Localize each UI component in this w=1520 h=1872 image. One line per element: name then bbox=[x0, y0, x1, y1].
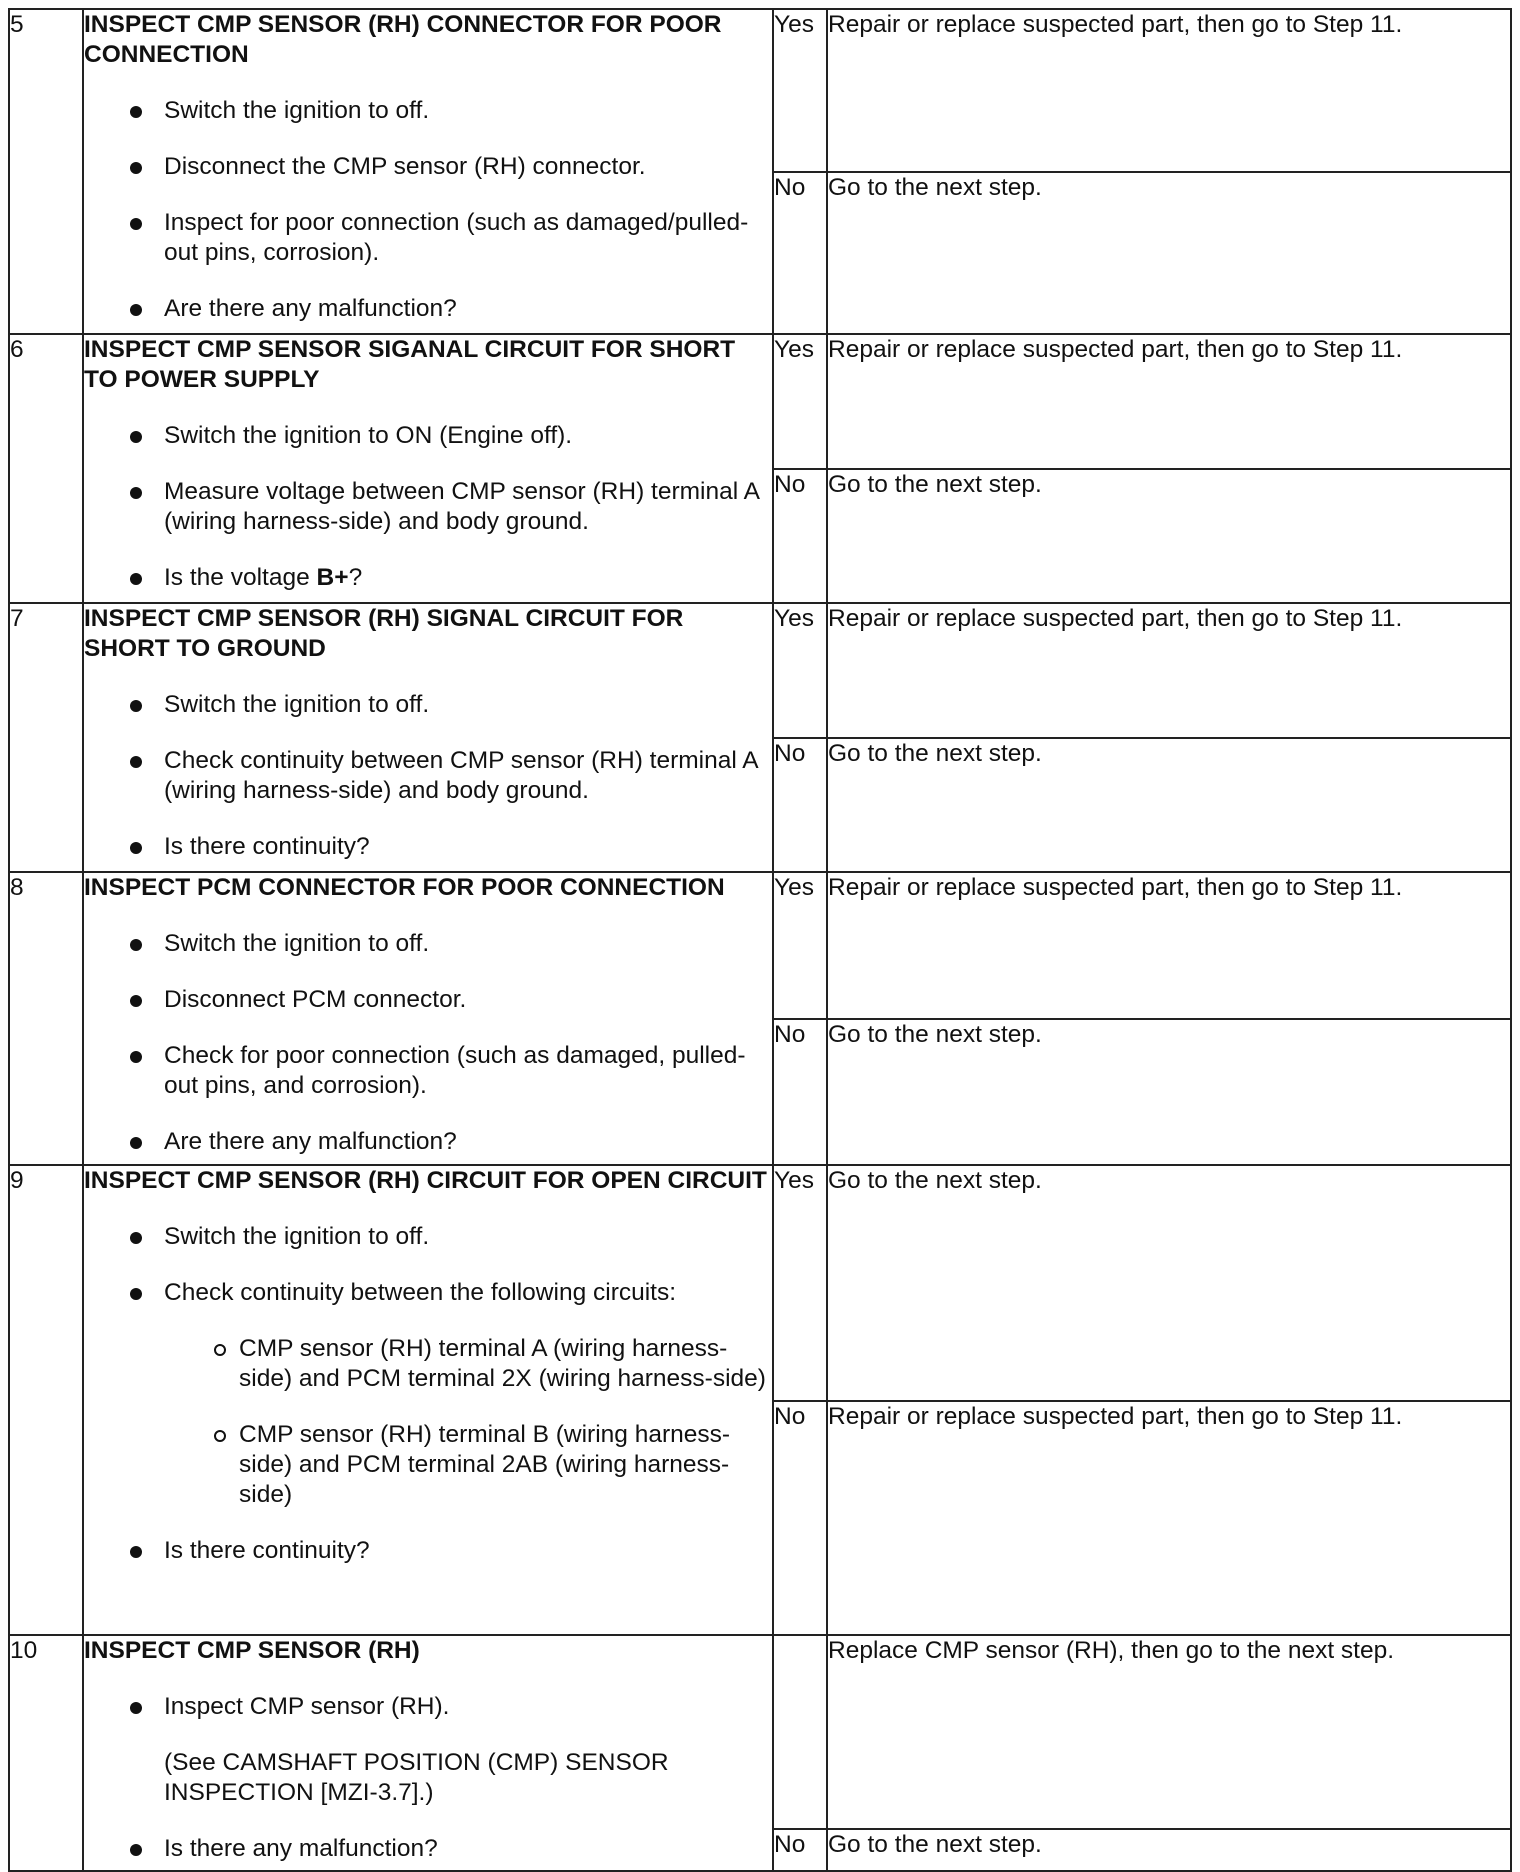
step-row-9 bbox=[9, 1165, 1511, 1401]
answer-yes bbox=[773, 1635, 827, 1829]
diagnostic-table bbox=[8, 8, 1512, 1872]
bullet-item: Check for poor connection (such as damaged, pulled-out pins, and corrosion). bbox=[84, 1041, 772, 1101]
step-row-5 bbox=[9, 9, 1511, 172]
step-row-8 bbox=[9, 872, 1511, 1019]
answer-no: No bbox=[773, 738, 827, 872]
step-row-6 bbox=[9, 334, 1511, 469]
answer-yes: Yes bbox=[773, 9, 827, 172]
step-number: 10 bbox=[9, 1635, 83, 1871]
answer-no: No bbox=[773, 172, 827, 334]
bullet-item-question bbox=[84, 563, 772, 595]
bullet-item: Disconnect the CMP sensor (RH) connector. bbox=[84, 152, 772, 182]
step-number: 8 bbox=[9, 872, 83, 1165]
step-number: 7 bbox=[9, 603, 83, 872]
action-yes: Go to the next step. bbox=[827, 1165, 1511, 1401]
action-yes: Replace CMP sensor (RH), then go to the next step. bbox=[827, 1635, 1511, 1829]
bullet-list bbox=[84, 690, 772, 864]
bullet-list bbox=[84, 421, 772, 595]
action-no: Go to the next step. bbox=[827, 738, 1511, 872]
step-number: 6 bbox=[9, 334, 83, 603]
step-number: 9 bbox=[9, 1165, 83, 1635]
bullet-item: Check continuity between CMP sensor (RH) terminal A (wiring harness-side) and body ground. bbox=[84, 746, 772, 806]
bullet-item: Are there any malfunction? bbox=[84, 294, 772, 326]
step-inspection bbox=[83, 334, 773, 603]
bullet-item: Is there continuity? bbox=[84, 832, 772, 864]
sub-bullet-item: CMP sensor (RH) terminal B (wiring harness-side) and PCM terminal 2AB (wiring harness-side) bbox=[164, 1420, 772, 1510]
step-row-10 bbox=[9, 1635, 1511, 1829]
voltage-value: B+ bbox=[316, 564, 349, 591]
step-title: INSPECT CMP SENSOR (RH) CIRCUIT FOR OPEN CIRCUIT bbox=[84, 1167, 767, 1194]
answer-yes: Yes bbox=[773, 603, 827, 738]
bullet-item: Inspect CMP sensor (RH). bbox=[84, 1692, 772, 1722]
answer-no: No bbox=[773, 1401, 827, 1635]
bullet-item: Disconnect PCM connector. bbox=[84, 985, 772, 1015]
bullet-item: Switch the ignition to off. bbox=[84, 690, 772, 720]
action-yes: Repair or replace suspected part, then go to Step 11. bbox=[827, 872, 1511, 1019]
action-no: Go to the next step. bbox=[827, 172, 1511, 334]
action-yes: Repair or replace suspected part, then go to Step 11. bbox=[827, 603, 1511, 738]
bullet-item: Switch the ignition to off. bbox=[84, 929, 772, 959]
step-row-7 bbox=[9, 603, 1511, 738]
step-inspection bbox=[83, 9, 773, 334]
action-no: Go to the next step. bbox=[827, 469, 1511, 603]
step-title: INSPECT CMP SENSOR (RH) CONNECTOR FOR POOR CONNECTION bbox=[84, 11, 722, 68]
bullet-item: Inspect for poor connection (such as damaged/pulled-out pins, corrosion). bbox=[84, 208, 772, 268]
action-yes: Repair or replace suspected part, then go to Step 11. bbox=[827, 334, 1511, 469]
bullet-list bbox=[84, 1536, 772, 1568]
step-title: INSPECT CMP SENSOR (RH) bbox=[84, 1637, 420, 1664]
answer-no: No bbox=[773, 469, 827, 603]
bullet-list bbox=[84, 1834, 772, 1866]
question-text: Is the voltage bbox=[164, 564, 317, 591]
sub-bullet-item: CMP sensor (RH) terminal A (wiring harness-side) and PCM terminal 2X (wiring harness-side) bbox=[164, 1334, 772, 1394]
answer-yes: Yes bbox=[773, 872, 827, 1019]
bullet-item: Is there any malfunction? bbox=[84, 1834, 772, 1866]
bullet-list bbox=[84, 929, 772, 1159]
action-no: Repair or replace suspected part, then go to Step 11. bbox=[827, 1401, 1511, 1635]
bullet-item: Switch the ignition to off. bbox=[84, 96, 772, 126]
action-no: Go to the next step. bbox=[827, 1829, 1511, 1871]
action-yes: Repair or replace suspected part, then go to Step 11. bbox=[827, 9, 1511, 172]
bullet-item: Is there continuity? bbox=[84, 1536, 772, 1568]
step-number: 5 bbox=[9, 9, 83, 334]
bullet-item: Switch the ignition to ON (Engine off). bbox=[84, 421, 772, 451]
answer-yes: Yes bbox=[773, 334, 827, 469]
bullet-list bbox=[84, 1222, 772, 1308]
bullet-list bbox=[84, 96, 772, 326]
question-mark: ? bbox=[348, 564, 363, 591]
step-title: INSPECT CMP SENSOR (RH) SIGNAL CIRCUIT FOR SHORT TO GROUND bbox=[84, 605, 684, 662]
bullet-list bbox=[84, 1692, 772, 1722]
action-no: Go to the next step. bbox=[827, 1019, 1511, 1165]
bullet-item: Measure voltage between CMP sensor (RH) terminal A (wiring harness-side) and body ground. bbox=[84, 477, 772, 537]
step-title: INSPECT CMP SENSOR SIGANAL CIRCUIT FOR SHORT TO POWER SUPPLY bbox=[84, 336, 736, 393]
bullet-item: Switch the ignition to off. bbox=[84, 1222, 772, 1252]
answer-no: No bbox=[773, 1829, 827, 1871]
sub-bullet-list bbox=[84, 1334, 772, 1510]
answer-yes: Yes bbox=[773, 1165, 827, 1401]
step-inspection bbox=[83, 603, 773, 872]
step-inspection bbox=[83, 872, 773, 1165]
bullet-item: Are there any malfunction? bbox=[84, 1127, 772, 1159]
bullet-item: Check continuity between the following circuits: bbox=[84, 1278, 772, 1308]
step-inspection bbox=[83, 1635, 773, 1871]
answer-no: No bbox=[773, 1019, 827, 1165]
reference-note: (See CAMSHAFT POSITION (CMP) SENSOR INSPECTION [MZI-3.7].) bbox=[164, 1749, 669, 1806]
step-inspection bbox=[83, 1165, 773, 1635]
step-title: INSPECT PCM CONNECTOR FOR POOR CONNECTION bbox=[84, 874, 725, 901]
